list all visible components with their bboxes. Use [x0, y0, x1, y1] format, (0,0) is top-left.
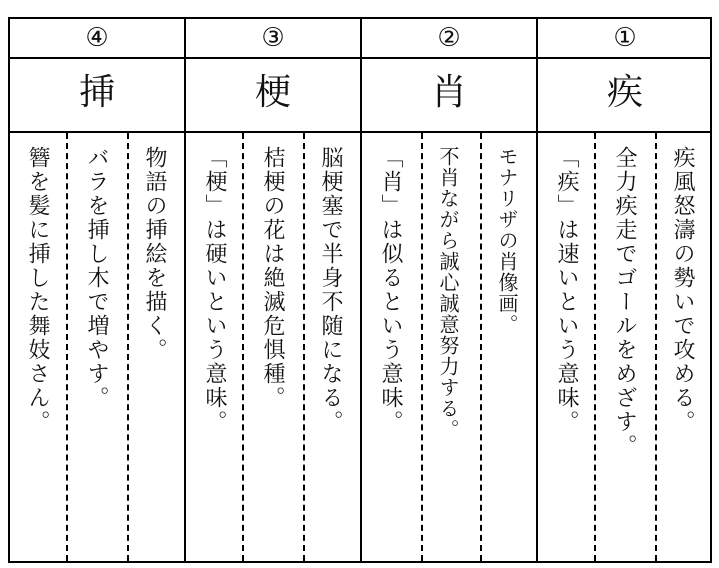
column-kanji-4: 挿	[78, 72, 115, 113]
dashed-divider	[655, 133, 657, 561]
dashed-divider	[66, 133, 68, 561]
dashed-divider	[594, 133, 596, 561]
column-number-1: ①	[613, 23, 637, 53]
dashed-divider	[303, 133, 305, 561]
column-kanji-3: 梗	[254, 72, 291, 113]
example-sentence: 疾風怒濤の勢いで攻める。	[670, 146, 695, 434]
column-number-2: ②	[437, 23, 461, 53]
dashed-divider	[127, 133, 129, 561]
column-kanji-2: 肖	[430, 72, 467, 113]
example-sentence: 脳梗塞で半身不随になる。	[318, 146, 343, 434]
example-sentence: 「肖」は似るという意味。	[378, 146, 403, 434]
dashed-divider	[421, 133, 423, 561]
column-number-4: ④	[85, 23, 109, 53]
example-sentence: 不肖ながら誠心誠意努力する。	[436, 146, 460, 440]
example-sentence: バラを挿し木で増やす。	[84, 146, 109, 410]
example-sentence: 物語の挿絵を描く。	[142, 146, 167, 362]
example-sentence: 全力疾走でゴールをめざす。	[612, 146, 637, 458]
example-sentence: モナリザの肖像画。	[495, 146, 519, 335]
kanji-worksheet-table	[8, 17, 712, 563]
example-sentence: 「疾」は速いという意味。	[554, 146, 579, 434]
dashed-divider	[242, 133, 244, 561]
header-divider	[10, 131, 710, 133]
example-sentence: 桔梗の花は絶滅危惧種。	[260, 146, 285, 410]
dashed-divider	[480, 133, 482, 561]
column-kanji-1: 疾	[606, 72, 643, 113]
example-sentence: 簪を髪に挿した舞妓さん。	[25, 146, 50, 434]
example-sentence: 「梗」は硬いという意味。	[202, 146, 227, 434]
header-divider	[10, 57, 710, 59]
column-number-3: ③	[261, 23, 285, 53]
